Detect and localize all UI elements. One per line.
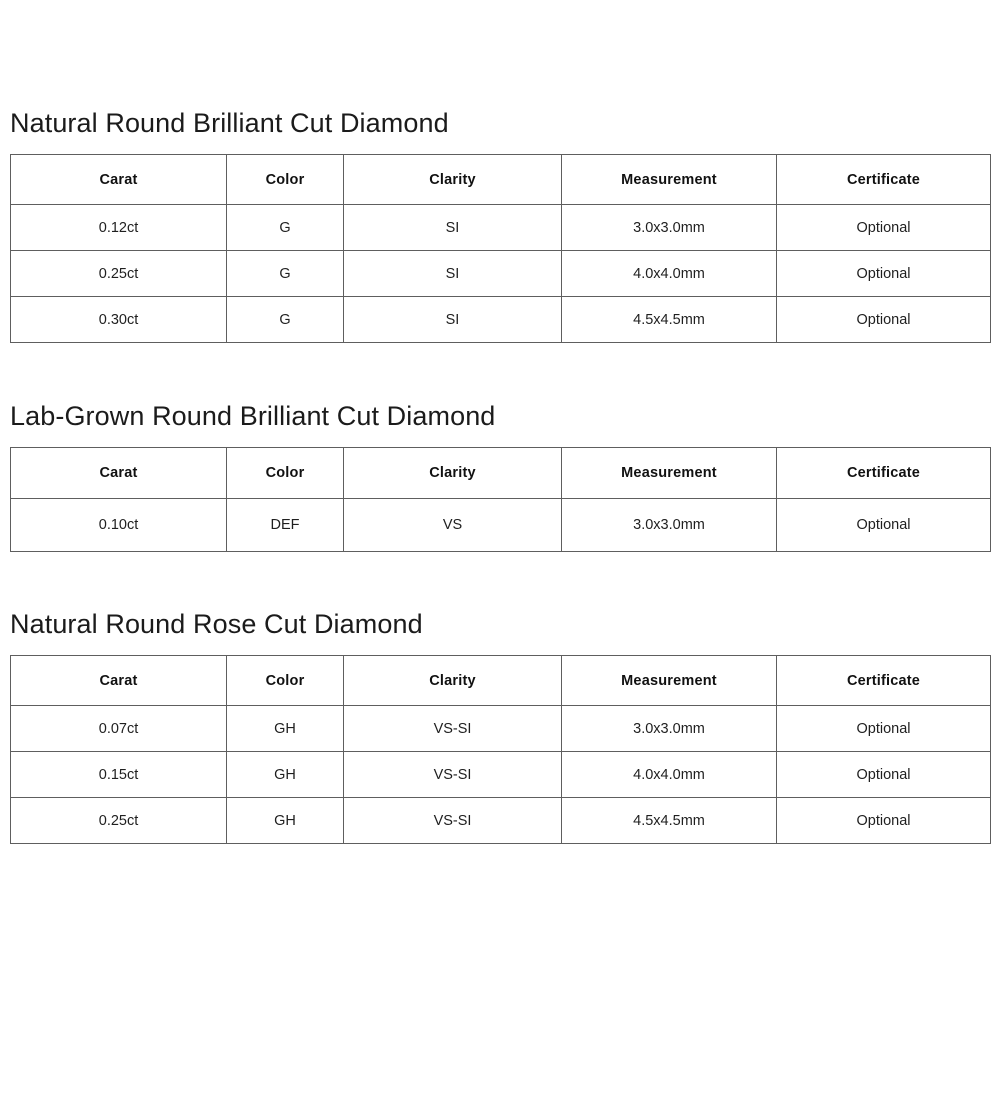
cell-certificate: Optional: [777, 706, 991, 752]
cell-color: DEF: [227, 499, 344, 552]
cell-carat: 0.15ct: [11, 752, 227, 798]
cell-clarity: SI: [344, 205, 562, 251]
cell-certificate: Optional: [777, 297, 991, 343]
table-header-row: [11, 448, 991, 499]
section-natural-round-rose-cut: [10, 607, 990, 844]
section-lab-grown-round-brilliant-cut: [10, 399, 990, 552]
column-header-measurement: Measurement: [562, 448, 777, 499]
cell-carat: 0.10ct: [11, 499, 227, 552]
cell-measurement: 3.0x3.0mm: [562, 706, 777, 752]
table-row: [11, 297, 991, 343]
cell-carat: 0.25ct: [11, 798, 227, 844]
section-title: Natural Round Rose Cut Diamond: [10, 609, 423, 639]
cell-clarity: VS-SI: [344, 706, 562, 752]
cell-measurement: 4.5x4.5mm: [562, 798, 777, 844]
table-row: [11, 205, 991, 251]
spec-table: [10, 447, 991, 552]
column-header-certificate: Certificate: [777, 448, 991, 499]
cell-color: GH: [227, 752, 344, 798]
column-header-clarity: Clarity: [344, 155, 562, 205]
cell-carat: 0.25ct: [11, 251, 227, 297]
column-header-carat: Carat: [11, 656, 227, 706]
column-header-carat: Carat: [11, 155, 227, 205]
cell-color: G: [227, 205, 344, 251]
column-header-certificate: Certificate: [777, 155, 991, 205]
column-header-color: Color: [227, 448, 344, 499]
section-title: Natural Round Brilliant Cut Diamond: [10, 108, 449, 138]
spec-table: [10, 154, 991, 343]
cell-certificate: Optional: [777, 798, 991, 844]
table-header-row: [11, 155, 991, 205]
cell-clarity: VS-SI: [344, 798, 562, 844]
table-row: [11, 798, 991, 844]
column-header-clarity: Clarity: [344, 656, 562, 706]
cell-color: GH: [227, 706, 344, 752]
column-header-certificate: Certificate: [777, 656, 991, 706]
cell-clarity: VS-SI: [344, 752, 562, 798]
cell-carat: 0.12ct: [11, 205, 227, 251]
cell-carat: 0.07ct: [11, 706, 227, 752]
column-header-color: Color: [227, 656, 344, 706]
table-row: [11, 499, 991, 552]
cell-measurement: 4.0x4.0mm: [562, 752, 777, 798]
cell-clarity: SI: [344, 251, 562, 297]
cell-clarity: SI: [344, 297, 562, 343]
cell-measurement: 3.0x3.0mm: [562, 499, 777, 552]
section-natural-round-brilliant-cut: [10, 106, 990, 343]
column-header-carat: Carat: [11, 448, 227, 499]
table-row: [11, 752, 991, 798]
column-header-measurement: Measurement: [562, 656, 777, 706]
cell-measurement: 4.5x4.5mm: [562, 297, 777, 343]
cell-certificate: Optional: [777, 499, 991, 552]
table-header-row: [11, 656, 991, 706]
column-header-color: Color: [227, 155, 344, 205]
column-header-clarity: Clarity: [344, 448, 562, 499]
cell-certificate: Optional: [777, 251, 991, 297]
cell-carat: 0.30ct: [11, 297, 227, 343]
cell-color: G: [227, 251, 344, 297]
cell-color: G: [227, 297, 344, 343]
cell-color: GH: [227, 798, 344, 844]
column-header-measurement: Measurement: [562, 155, 777, 205]
section-title: Lab-Grown Round Brilliant Cut Diamond: [10, 401, 496, 431]
cell-measurement: 3.0x3.0mm: [562, 205, 777, 251]
cell-measurement: 4.0x4.0mm: [562, 251, 777, 297]
cell-clarity: VS: [344, 499, 562, 552]
cell-certificate: Optional: [777, 205, 991, 251]
table-row: [11, 251, 991, 297]
spec-table: [10, 655, 991, 844]
cell-certificate: Optional: [777, 752, 991, 798]
table-row: [11, 706, 991, 752]
